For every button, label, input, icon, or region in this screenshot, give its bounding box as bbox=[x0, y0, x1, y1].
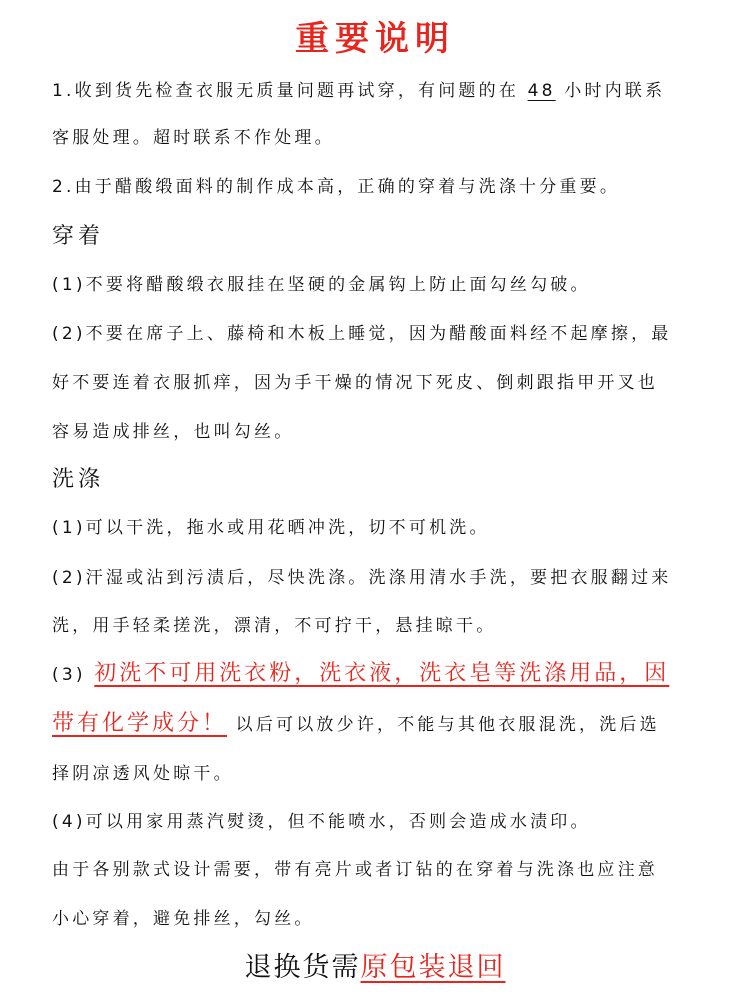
intro-line-1-after: 小时内联系 bbox=[564, 81, 666, 101]
intro-line-1-before: 1.收到货先检查衣服无质量问题再试穿，有问题的在 bbox=[52, 81, 520, 101]
intro-line-1 bbox=[52, 79, 665, 103]
intro-line-3: 2.由于醋酸缎面料的制作成本高，正确的穿着与洗涤十分重要。 bbox=[52, 177, 621, 197]
washing-item-3-line-3: 择阴凉透风处晾干。 bbox=[52, 764, 234, 784]
warning-text-line-2: 带有化学成分！ bbox=[52, 711, 228, 736]
return-notice bbox=[0, 948, 750, 988]
washing-item-1: (1)可以干洗，拖水或用花晒冲洗，切不可机洗。 bbox=[52, 518, 490, 538]
washing-item-3-number: (3) bbox=[52, 665, 86, 685]
wearing-heading: 穿着 bbox=[52, 224, 105, 249]
wearing-item-2-line-3: 容易造成排丝，也叫勾丝。 bbox=[52, 422, 295, 442]
page-title: 重要说明 bbox=[295, 19, 455, 59]
washing-item-2-line-2: 洗，用手轻柔搓洗，漂清，不可拧干，悬挂晾干。 bbox=[52, 616, 497, 636]
return-notice-highlight: 原包装退回 bbox=[360, 952, 506, 983]
intro-line-2: 客服处理。超时联系不作处理。 bbox=[52, 128, 335, 148]
washing-heading: 洗涤 bbox=[52, 467, 105, 492]
washing-item-4: (4)可以用家用蒸汽熨烫，但不能喷水，否则会造成水渍印。 bbox=[52, 812, 591, 832]
warning-text-line-1: 初洗不可用洗衣粉，洗衣液，洗衣皂等洗涤用品，因 bbox=[94, 661, 670, 686]
note-line-2: 小心穿着，避免排丝，勾丝。 bbox=[52, 909, 315, 929]
washing-item-3-rest: 以后可以放少许，不能与其他衣服混洗，洗后选 bbox=[235, 715, 660, 735]
return-notice-text: 退换货需 bbox=[244, 952, 361, 983]
note-line-1: 由于各别款式设计需要，带有亮片或者订钻的在穿着与洗涤也应注意 bbox=[52, 860, 658, 880]
hours-value: 48 bbox=[527, 81, 556, 101]
wearing-item-2-line-1: (2)不要在席子上、藤椅和木板上睡觉，因为醋酸面料经不起摩擦，最 bbox=[52, 324, 672, 344]
washing-item-3-line-2 bbox=[52, 712, 660, 737]
washing-item-2-line-1: (2)汗湿或沾到污渍后，尽快洗涤。洗涤用清水手洗，要把衣服翻过来 bbox=[52, 568, 672, 588]
wearing-item-1: (1)不要将醋酸缎衣服挂在坚硬的金属钩上防止面勾丝勾破。 bbox=[52, 275, 591, 295]
wearing-item-2-line-2: 好不要连着衣服抓痒，因为手干燥的情况下死皮、倒刺跟指甲开叉也 bbox=[52, 373, 658, 393]
washing-item-3-line-1 bbox=[52, 662, 669, 687]
